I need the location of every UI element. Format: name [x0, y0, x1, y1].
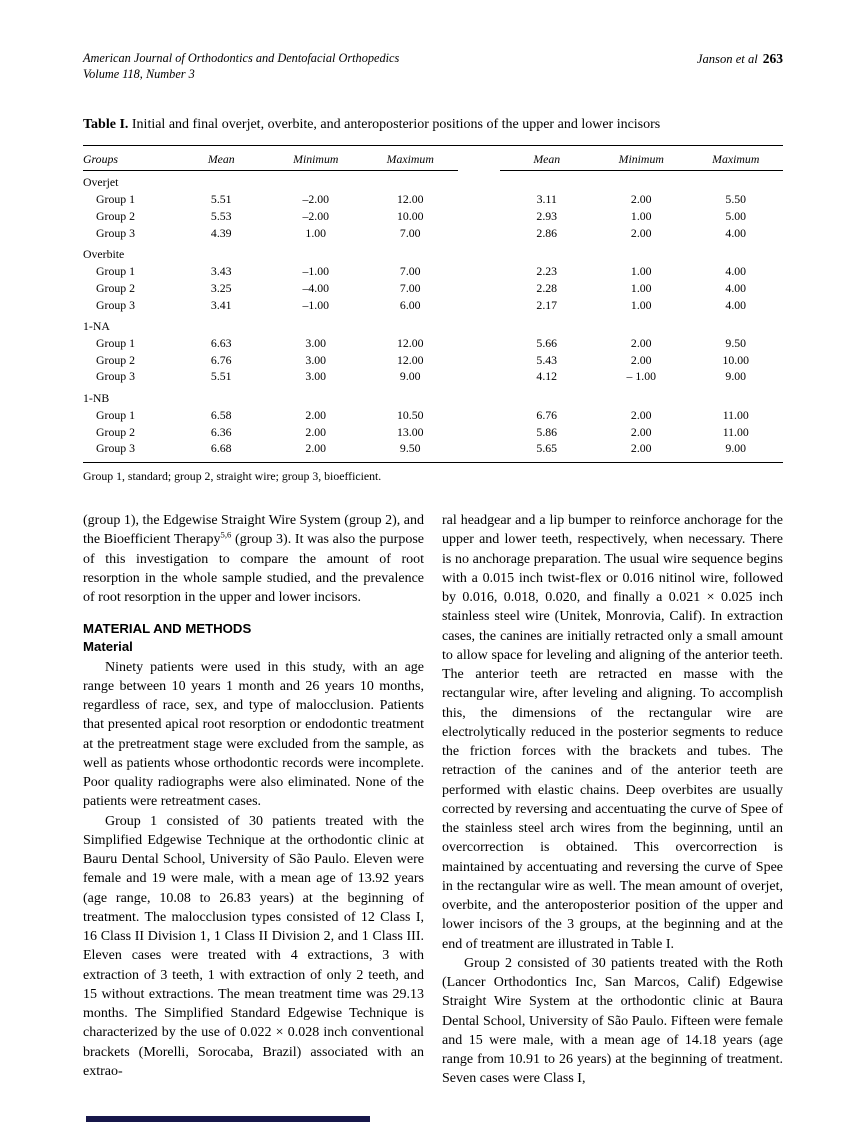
value-cell: 10.00 — [396, 208, 424, 223]
value-cell: 5.86 — [536, 424, 558, 439]
value-cell: 6.76 — [536, 407, 558, 422]
value-cell: 7.00 — [399, 264, 421, 279]
col-header-maximum-initial: Maximum — [363, 145, 458, 171]
value-cell: 9.00 — [725, 441, 747, 456]
value-cell: 2.00 — [630, 225, 652, 240]
spacer-cell — [458, 191, 500, 208]
table-row — [83, 368, 783, 385]
table-container — [83, 145, 783, 463]
value-cell: 6.76 — [210, 352, 232, 367]
col-header-mean-initial: Mean — [174, 145, 269, 171]
value-cell: 7.00 — [399, 225, 421, 240]
value-cell: 2.17 — [536, 297, 558, 312]
group-cell: Group 1 — [96, 264, 135, 279]
value-cell: 6.58 — [210, 407, 232, 422]
value-cell: –1.00 — [302, 264, 330, 279]
value-cell: 10.00 — [722, 352, 750, 367]
group-cell: Group 3 — [96, 369, 135, 384]
paragraph: Ninety patients were used in this study, with an age range between 10 years 1 month and 26 years 10 months, regardless of race, sex, and type of malocclusion. Patients that presented apical root resorption or endodontic treatment at the pretreatment stage were excluded from the sample, as well as patients whose orthodontic records were incomplete. Poor quality radiographs were also eliminated. None of the patients were retreatment cases. — [83, 659, 424, 810]
subsection-heading: Material — [83, 638, 133, 654]
value-cell: 9.50 — [725, 335, 747, 350]
group-cell: Group 2 — [96, 208, 135, 223]
paragraph: Group 1 consisted of 30 patients treated with the Simplified Edgewise Technique at the orthodontic clinic at Bauru Dental School, University of São Paulo. Eleven were female and 19 were male, with a mean age of 13.92 years (age range, 10.08 to 26.83 years) at the beginning of treatment. The malocclusion types consisted of 12 Class I, 16 Class II Division 1, 1 Class II Division 2, and 1 Class III. Eleven cases were treated with 4 extractions, 3 with extraction of 3 teeth, 1 with extraction of only 2 teeth, and 15 without extractions. The mean treatment time was 29.13 months. The Simplified Standard Edgewise Technique is characterized by the use of 0.022 × 0.028 inch conventional brackets (Morelli, Sorocaba, Brazil) associated with an extrao- — [83, 813, 424, 1079]
journal-title-block — [83, 50, 399, 82]
value-cell: 2.00 — [630, 192, 652, 207]
value-cell: 4.12 — [536, 369, 558, 384]
value-cell: 5.43 — [536, 352, 558, 367]
running-header — [83, 50, 783, 82]
table-footnote: Group 1, standard; group 2, straight wire; group 3, bioefficient. — [83, 469, 382, 484]
value-cell: 3.25 — [210, 280, 232, 295]
group-cell: Group 3 — [96, 297, 135, 312]
spacer-cell — [458, 145, 500, 171]
value-cell: 9.00 — [725, 369, 747, 384]
table-section-row — [83, 385, 783, 407]
group-cell: Group 1 — [96, 335, 135, 350]
value-cell: 10.50 — [396, 407, 424, 422]
value-cell: 4.00 — [725, 280, 747, 295]
value-cell: 5.50 — [725, 192, 747, 207]
value-cell: 4.00 — [725, 225, 747, 240]
value-cell: 2.23 — [536, 264, 558, 279]
right-column — [442, 511, 783, 1089]
value-cell: 5.00 — [725, 208, 747, 223]
value-cell: 1.00 — [630, 264, 652, 279]
group-cell: Group 2 — [96, 424, 135, 439]
value-cell: 12.00 — [396, 352, 424, 367]
spacer-cell — [458, 297, 500, 314]
data-table — [83, 145, 783, 457]
value-cell: 5.53 — [210, 208, 232, 223]
spacer-cell — [458, 225, 500, 242]
spacer-cell — [458, 440, 500, 457]
table-section-row — [83, 241, 783, 263]
table-row — [83, 263, 783, 280]
value-cell: 2.00 — [630, 424, 652, 439]
paragraph: Group 2 consisted of 30 patients treated with the Roth (Lancer Orthodontics Inc, San Marcos, Calif) Edgewise Straight Wire System at the orthodontic clinic at Baura Dental School, University of São Paulo. Fifteen were female and 15 were male, with a mean age of 14.18 years (age range from 10.91 to 26 years) at the beginning of treatment. Seven cases were Class I, — [442, 955, 783, 1087]
table-row — [83, 352, 783, 369]
group-cell: Group 3 — [96, 225, 135, 240]
journal-volume: Volume 118, Number 3 — [83, 67, 195, 82]
value-cell: 5.51 — [210, 369, 232, 384]
value-cell: 4.00 — [725, 264, 747, 279]
group-cell: Group 1 — [96, 192, 135, 207]
citation-authors: Janson et al — [696, 52, 758, 66]
paragraph-continuation — [83, 511, 424, 607]
value-cell: 3.00 — [305, 369, 327, 384]
table-caption — [83, 116, 783, 134]
value-cell: 2.93 — [536, 208, 558, 223]
value-cell: 5.51 — [210, 192, 232, 207]
journal-title: American Journal of Orthodontics and Dentofacial Orthopedics — [83, 51, 400, 65]
table-section-row — [83, 313, 783, 335]
section-title: 1-NA — [83, 319, 110, 334]
value-cell: 13.00 — [396, 424, 424, 439]
table-row — [83, 191, 783, 208]
group-cell: Group 2 — [96, 280, 135, 295]
paragraph-text: (group 1), the Edgewise Straight Wire System (group 2), and the Bioefficient Therapy — [83, 513, 424, 548]
value-cell: 2.00 — [630, 352, 652, 367]
value-cell: 12.00 — [396, 335, 424, 350]
value-cell: 3.00 — [305, 335, 327, 350]
value-cell: 2.00 — [305, 424, 327, 439]
value-cell: 2.00 — [305, 407, 327, 422]
value-cell: 6.00 — [399, 297, 421, 312]
spacer-cell — [458, 407, 500, 424]
spacer-cell — [458, 280, 500, 297]
page-edge-artifact — [86, 1116, 370, 1122]
value-cell: 11.00 — [722, 407, 749, 422]
paragraph-text: (group 3). It was also the purpose of this investigation to compare the amount of root resorption in the whole sample studied, and the prevalence of root resorption in the upper and lower incisors. — [83, 532, 424, 606]
value-cell: 6.36 — [210, 424, 232, 439]
value-cell: 7.00 — [399, 280, 421, 295]
value-cell: 2.00 — [630, 441, 652, 456]
value-cell: 1.00 — [630, 280, 652, 295]
value-cell: 2.00 — [630, 407, 652, 422]
value-cell: 4.39 — [210, 225, 232, 240]
value-cell: 2.00 — [630, 335, 652, 350]
value-cell: 3.41 — [210, 297, 232, 312]
value-cell: 1.00 — [305, 225, 327, 240]
value-cell: –1.00 — [302, 297, 330, 312]
table-row — [83, 208, 783, 225]
table-row — [83, 335, 783, 352]
table-row — [83, 280, 783, 297]
spacer-cell — [458, 368, 500, 385]
section-title: 1-NB — [83, 391, 110, 406]
reference-superscript: 5,6 — [220, 529, 232, 540]
value-cell: 3.00 — [305, 352, 327, 367]
table-label: Table I. — [83, 117, 129, 133]
col-header-minimum-initial: Minimum — [269, 145, 364, 171]
value-cell: 1.00 — [630, 208, 652, 223]
section-heading: MATERIAL AND METHODS — [83, 621, 252, 637]
spacer-cell — [458, 424, 500, 441]
col-header-minimum-final: Minimum — [594, 145, 689, 171]
value-cell: 9.50 — [399, 441, 421, 456]
table-header-row — [83, 145, 783, 171]
table-row — [83, 225, 783, 242]
group-cell: Group 1 — [96, 407, 135, 422]
page-number: 263 — [762, 51, 783, 66]
value-cell: 2.28 — [536, 280, 558, 295]
value-cell: 1.00 — [630, 297, 652, 312]
table-row — [83, 297, 783, 314]
section-title: Overjet — [83, 175, 119, 190]
group-cell: Group 3 — [96, 441, 135, 456]
spacer-cell — [458, 335, 500, 352]
value-cell: 6.63 — [210, 335, 232, 350]
table-row — [83, 407, 783, 424]
spacer-cell — [458, 352, 500, 369]
col-header-groups: Groups — [83, 145, 174, 171]
value-cell: 4.00 — [725, 297, 747, 312]
value-cell: 2.00 — [305, 441, 327, 456]
value-cell: –2.00 — [302, 208, 330, 223]
value-cell: – 1.00 — [626, 369, 656, 384]
value-cell: 5.65 — [536, 441, 558, 456]
citation-block — [697, 50, 783, 68]
table-row — [83, 440, 783, 457]
value-cell: 3.43 — [210, 264, 232, 279]
spacer-cell — [458, 263, 500, 280]
value-cell: –4.00 — [302, 280, 330, 295]
table-section-row — [83, 171, 783, 191]
group-cell: Group 2 — [96, 352, 135, 367]
value-cell: 2.86 — [536, 225, 558, 240]
table-caption-text: Initial and final overjet, overbite, and anteroposterior positions of the upper and lower incisors — [128, 117, 661, 133]
value-cell: –2.00 — [302, 192, 330, 207]
col-header-mean-final: Mean — [500, 145, 595, 171]
spacer-cell — [458, 208, 500, 225]
value-cell: 11.00 — [722, 424, 749, 439]
value-cell: 5.66 — [536, 335, 558, 350]
value-cell: 6.68 — [210, 441, 232, 456]
section-title: Overbite — [83, 247, 125, 262]
value-cell: 12.00 — [396, 192, 424, 207]
body-text — [83, 511, 783, 1089]
value-cell: 9.00 — [399, 369, 421, 384]
paragraph-continuation: ral headgear and a lip bumper to reinforce anchorage for the upper and lower teeth, respectively, when necessary. There is no anchorage preparation. The usual wire sequence begins with a 0.015 inch twist-flex or 0.016 nitinol wire, followed by 0.016, 0.018, 0.020, and finally a 0.021 × 0.025 inch stainless steel wire (Unitek, Monrovia, Calif). In extraction cases, the canines are initially retracted only a small amount to allow space for leveling and aligning of the anterior teeth. The anterior teeth are retracted en masse with the rectangular wire, after leveling and aligning. To accomplish this, the dimensions of the rectangular wire are electrolytically reduced in the posterior segments to reduce the friction forces with the brackets and tubes. The retraction of the canines and of the anterior teeth are performed with elastic chains. Deep overbites are usually corrected by reversing and accentuating the curve of Spee of the stainless steel arch wires from the beginning, until an overcorrection is obtained. This overcorrection is maintained by accentuating and reversing the curve of Spee in the rectangular wire as well. The mean amount of overjet, overbite, and the anteroposterior position of the upper and lower incisors of the 3 groups, at the beginning and at the end of treatment are illustrated in Table I. — [442, 513, 783, 952]
table-row — [83, 424, 783, 441]
value-cell: 3.11 — [536, 192, 557, 207]
left-column — [83, 511, 424, 1089]
col-header-maximum-final: Maximum — [689, 145, 784, 171]
